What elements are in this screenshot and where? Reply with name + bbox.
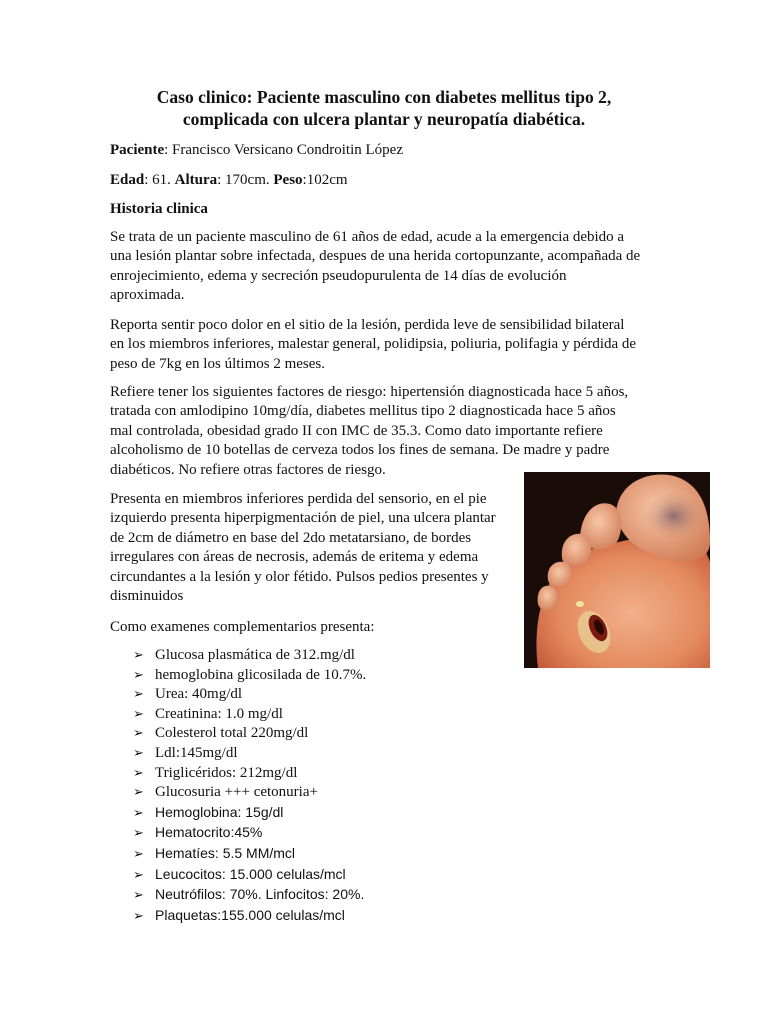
- case-title-line-1: Caso clinico: Paciente masculino con diabetes mellitus tipo 2,: [156, 87, 612, 107]
- list-item: [133, 723, 366, 743]
- exam-result: Triglicéridos: 212mg/dl: [155, 764, 298, 781]
- bullet-arrow-icon: ➢: [133, 744, 144, 760]
- bullet-arrow-icon: ➢: [133, 784, 144, 800]
- exam-result: Leucocitos: 15.000 celulas/mcl: [155, 865, 346, 882]
- bullet-arrow-icon: ➢: [133, 725, 144, 741]
- bullet-arrow-icon: ➢: [133, 764, 144, 780]
- weight-value: :102cm: [302, 172, 348, 188]
- exam-result: Hemoglobina: 15g/dl: [155, 803, 284, 820]
- age-label: Edad: [110, 172, 145, 188]
- paragraph-1: [110, 228, 640, 306]
- paragraph-line: disminuidos: [110, 588, 184, 605]
- paragraph-line: enrojecimiento, edema y secreción pseudopurulenta de 14 días de evolución: [110, 267, 567, 284]
- exam-result: Neutrófilos: 70%. Linfocitos: 20%.: [155, 886, 365, 903]
- exams-list: [133, 645, 366, 925]
- bullet-arrow-icon: ➢: [133, 804, 144, 820]
- case-title: [110, 86, 658, 130]
- paragraph-line: Refiere tener los siguientes factores de riesgo: hipertensión diagnosticada hace 5 años,: [110, 384, 629, 400]
- paragraph-line: alcoholismo de 10 botellas de cerveza todos los fines de semana. De madre y padre: [110, 442, 610, 459]
- exam-result: Glucosa plasmática de 312.mg/dl: [155, 647, 355, 663]
- bullet-arrow-icon: ➢: [133, 686, 144, 702]
- exam-result: Colesterol total 220mg/dl: [155, 725, 309, 742]
- paragraph-4: [110, 490, 496, 606]
- exam-result: Plaquetas:155.000 celulas/mcl: [155, 906, 345, 923]
- foot-ulcer-illustration: [524, 472, 710, 668]
- patient-line: [110, 141, 403, 160]
- bullet-arrow-icon: ➢: [133, 705, 144, 721]
- list-item: [133, 743, 366, 763]
- paragraph-line: tratada con amlodipino 10mg/día, diabetes mellitus tipo 2 diagnosticada hace 5 años: [110, 403, 616, 420]
- exam-result: Urea: 40mg/dl: [155, 686, 243, 703]
- list-item: [133, 665, 366, 685]
- exam-result: hemoglobina glicosilada de 10.7%.: [155, 666, 367, 683]
- bullet-arrow-icon: ➢: [133, 825, 144, 841]
- list-item: [133, 782, 366, 802]
- list-item: [133, 822, 366, 843]
- paragraph-line: Presenta en miembros inferiores perdida del sensorio, en el pie: [110, 491, 487, 507]
- paragraph-2: [110, 316, 636, 374]
- bullet-arrow-icon: ➢: [133, 647, 144, 662]
- history-heading-text: Historia clinica: [110, 201, 208, 217]
- weight-label: Peso: [273, 172, 303, 188]
- height-label: Altura: [174, 172, 218, 188]
- paragraph-line: circundantes a la lesión y olor fétido. Pulsos pedios presentes y: [110, 568, 489, 585]
- paragraph-line: Reporta sentir poco dolor en el sitio de la lesión, perdida leve de sensibilidad bilateral: [110, 317, 625, 333]
- bullet-arrow-icon: ➢: [133, 866, 144, 882]
- paragraph-line: peso de 7kg en los últimos 2 meses.: [110, 355, 325, 372]
- bullet-arrow-icon: ➢: [133, 887, 144, 903]
- list-item: [133, 763, 366, 783]
- history-heading: [110, 200, 208, 219]
- paragraph-line: izquierdo presenta hiperpigmentación de piel, una ulcera plantar: [110, 510, 496, 527]
- paragraph-line: irregulares con áreas de necrosis, además de eritema y edema: [110, 549, 479, 566]
- height-value: : 170cm.: [217, 172, 274, 188]
- patient-name: : Francisco Versicano Condroitin López: [164, 142, 403, 158]
- list-item: [133, 884, 366, 905]
- exams-intro: Como examenes complementarios presenta:: [110, 619, 375, 635]
- paragraph-line: mal controlada, obesidad grado II con IMC de 35.3. Como dato importante refiere: [110, 422, 603, 439]
- list-item: [133, 645, 366, 665]
- list-item: [133, 905, 366, 926]
- foot-ulcer-photo: [524, 472, 710, 668]
- case-title-line-2: complicada con ulcera plantar y neuropatía diabética.: [182, 109, 586, 129]
- paragraph-line: una lesión plantar sobre infectada, despues de una herida cortopunzante, acompañada de: [110, 248, 641, 265]
- exam-result: Ldl:145mg/dl: [155, 744, 238, 761]
- paragraph-line: aproximada.: [110, 287, 185, 304]
- list-item: [133, 704, 366, 724]
- paragraph-3: [110, 383, 628, 480]
- list-item: [133, 802, 366, 823]
- bullet-arrow-icon: ➢: [133, 845, 144, 861]
- exam-result: Creatinina: 1.0 mg/dl: [155, 705, 283, 722]
- paragraph-line: en los miembros inferiores, malestar general, polidipsia, poliuria, polifagia y pérdida de: [110, 336, 637, 353]
- patient-label: Paciente: [110, 142, 165, 158]
- bullet-arrow-icon: ➢: [133, 907, 144, 923]
- vitals-line: [110, 171, 348, 190]
- exam-result: Glucosuria +++ cetonuria+: [155, 784, 318, 801]
- list-item: [133, 843, 366, 864]
- paragraph-line: Se trata de un paciente masculino de 61 años de edad, acude a la emergencia debido a: [110, 229, 625, 245]
- exam-result: Hematíes: 5.5 MM/mcl: [155, 844, 296, 861]
- paragraph-line: de 2cm de diámetro en base del 2do metatarsiano, de bordes: [110, 529, 472, 546]
- list-item: [133, 684, 366, 704]
- paragraph-line: diabéticos. No refiere otras factores de riesgo.: [110, 461, 386, 478]
- age-value: : 61.: [144, 172, 175, 188]
- bullet-arrow-icon: ➢: [133, 666, 144, 682]
- list-item: [133, 864, 366, 885]
- exam-result: Hematocrito:45%: [155, 824, 263, 841]
